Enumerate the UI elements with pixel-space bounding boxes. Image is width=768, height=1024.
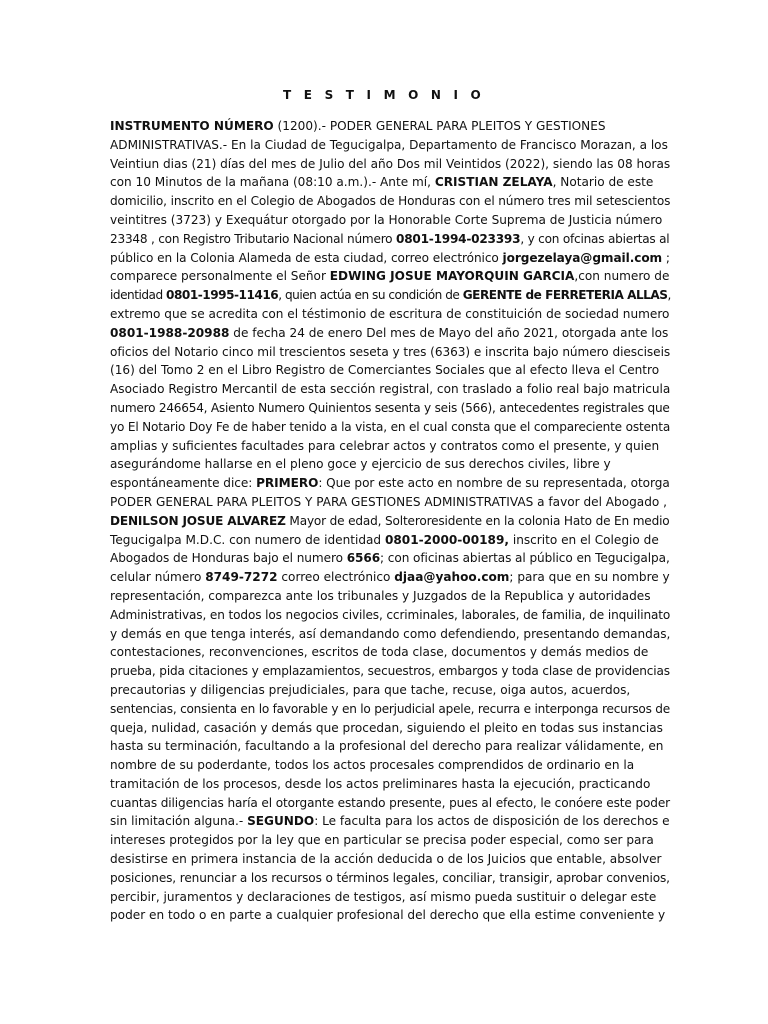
body-line [110, 455, 670, 474]
body-line [110, 700, 670, 719]
text-span: correo electrónico [277, 570, 395, 585]
text-span: nombre de su poderdante, todos los actos procesales comprendidos de ordinario en la [110, 758, 635, 773]
body-line [110, 812, 670, 831]
body-line [110, 531, 670, 550]
body-line [110, 230, 670, 249]
bold-text-span: djaa@yahoo.com [394, 570, 510, 585]
body-line [110, 831, 670, 850]
body-line [110, 493, 670, 512]
body-line [110, 136, 670, 155]
text-span: , quien actúa en su condición de [278, 288, 463, 303]
text-span: oficios del Notario cinco mil trescientos seseta y tres (6363) e inscrita bajo número diesciseis [110, 344, 671, 359]
body-line [110, 418, 670, 437]
text-span: extremo que se acredita con el téstimonio de escritura de constituición de sociedad numero [110, 306, 670, 321]
text-span: asegurándome hallarse en el pleno goce y ejercicio de sus derechos civiles, libre y [110, 457, 611, 472]
body-line [110, 906, 670, 925]
text-span: espontáneamente dice: [110, 476, 257, 491]
bold-text-span: 0801-1994-023393 [396, 231, 521, 246]
text-span: con 10 Minutos de la mañana (08:10 a.m.).- Ante mí, [110, 175, 435, 190]
body-line [110, 549, 670, 568]
bold-text-span: jorgezelaya@gmail.com [502, 250, 663, 265]
body-line [110, 437, 670, 456]
body-line [110, 512, 670, 531]
text-span: tramitación de los procesos, desde los actos preliminares hasta la ejecución, practicando [110, 776, 651, 791]
text-span: queja, nulidad, casación y demás que procedan, siguiendo el pleito en todas sus instancias [110, 720, 663, 735]
body-line [110, 794, 670, 813]
body-line [110, 888, 670, 907]
document-title: T E S T I M O N I O [283, 88, 485, 102]
text-span: Asociado Registro Mercantil de esta sección registral, con traslado a folio real bajo matricula [110, 382, 671, 397]
body-line [110, 380, 670, 399]
text-span: Abogados de Honduras bajo el numero [110, 551, 347, 566]
body-line [110, 587, 670, 606]
body-line [110, 756, 670, 775]
text-span: Mayor de edad, Solteroresidente en la colonia Hato de En medio [285, 513, 670, 528]
text-span: poder en todo o en parte a cualquier profesional del derecho que ella estime conveniente y [110, 908, 666, 923]
text-span: veintitres (3723) y Exequátur otorgado por la Honorable Corte Suprema de Justicia número [110, 212, 663, 227]
text-span: inscrito en el Colegio de [508, 532, 659, 547]
text-span: percibir, juramentos y declaraciones de testigos, así mismo pueda sustituir o delegar este [110, 889, 657, 904]
body-line [110, 361, 670, 380]
text-span: ; [662, 250, 670, 265]
body-line [110, 681, 670, 700]
body-line [110, 737, 670, 756]
body-line [110, 286, 670, 305]
document-body [110, 117, 670, 925]
text-span: PODER GENERAL PARA PLEITOS Y PARA GESTIONES ADMINISTRATIVAS a favor del Abogado , [110, 494, 667, 509]
text-span: representación, comparezca ante los tribunales y Juzgados de la Republica y autoridades [110, 588, 651, 603]
body-line [110, 249, 670, 268]
text-span: yo El Notario Doy Fe de haber tenido a la vista, en el cual consta que el compareciente ostenta [110, 419, 671, 434]
body-line [110, 173, 670, 192]
body-line [110, 869, 670, 888]
body-line [110, 625, 670, 644]
bold-text-span: EDWING JOSUE MAYORQUIN GARCIA [329, 269, 575, 284]
text-span: posiciones, renunciar a los recursos o términos legales, conciliar, transigir, aprobar convenios, [110, 870, 670, 885]
body-line [110, 850, 670, 869]
text-span: , [667, 288, 671, 303]
bold-text-span: CRISTIAN ZELAYA [434, 175, 553, 190]
text-span: ; para que en su nombre y [509, 570, 670, 585]
body-line [110, 606, 670, 625]
body-line [110, 324, 670, 343]
text-span: sentencias, consienta en lo favorable y en lo perjudicial apele, recurra e interponga recursos de [110, 701, 670, 716]
bold-text-span: 0801-1988-20988 [110, 325, 230, 340]
text-span: precautorias y diligencias prejudiciales, para que tache, recuse, oiga autos, acuerdos, [110, 682, 631, 697]
text-span: : Le faculta para los actos de disposición de los derechos e [314, 814, 670, 829]
text-span: público en la Colonia Alameda de esta ciudad, correo electrónico [110, 250, 503, 265]
text-span: celular número [110, 570, 206, 585]
text-span: ADMINISTRATIVAS.- En la Ciudad de Tegucigalpa, Departamento de Francisco Morazan, a los [110, 137, 668, 152]
body-line [110, 643, 670, 662]
body-line [110, 305, 670, 324]
body-line [110, 568, 670, 587]
bold-text-span: GERENTE de FERRETERIA ALLAS [462, 288, 668, 303]
text-span: 23348 , con Registro Tributario Nacional número [110, 231, 396, 246]
text-span: Administrativas, en todos los negocios civiles, ccriminales, laborales, de familia, de inquilinato [110, 607, 671, 622]
bold-text-span: 8749-7272 [205, 570, 278, 585]
text-span: contestaciones, reconvenciones, escritos de toda clase, documentos y demás medios de [110, 645, 649, 660]
text-span: ,con numero de [574, 269, 670, 284]
text-span: , y con ofcinas abiertas al [520, 231, 670, 246]
text-span: intereses protegidos por la ley que en particular se precisa poder especial, como ser para [110, 833, 654, 848]
text-span: amplias y suficientes facultades para celebrar actos y contratos como el presente, y quien [110, 438, 660, 453]
body-line [110, 662, 670, 681]
text-span: identidad [110, 288, 167, 303]
bold-text-span: SEGUNDO [247, 814, 315, 829]
text-span: Tegucigalpa M.D.C. con numero de identidad [110, 532, 385, 547]
bold-text-span: 0801-1995-11416 [166, 288, 279, 303]
text-span: prueba, pida citaciones y emplazamientos, secuestros, embargos y toda clase de providencias [110, 664, 670, 679]
bold-text-span: INSTRUMENTO NÚMERO [110, 119, 274, 133]
body-line [110, 267, 670, 286]
body-line [110, 211, 670, 230]
text-span: ; con oficinas abiertas al público en Tegucigalpa, [380, 551, 670, 566]
text-span: domicilio, inscrito en el Colegio de Abogados de Honduras con el número tres mil setescientos [110, 194, 671, 209]
text-span: , Notario de este [552, 175, 654, 190]
text-span: Veintiun dias (21) días del mes de Julio del año Dos mil Veintidos (2022), siendo las 08 horas [110, 156, 671, 171]
text-span: y demás en que tenga interés, así demandando como defendiendo, presentando demandas, [110, 626, 671, 641]
text-span: hasta su terminación, facultando a la profesional del derecho para realizar válidamente, en [110, 739, 664, 754]
bold-text-span: 6566 [346, 551, 381, 566]
text-span: cuantas diligencias haría el otorgante estando presente, pues al efecto, le conóere este poder [110, 795, 671, 810]
text-span: de fecha 24 de enero Del mes de Mayo del año 2021, otorgada ante los [229, 325, 669, 340]
body-line [110, 155, 670, 174]
body-line [110, 117, 670, 136]
text-span: desistirse en primera instancia de la acción deducida o de los Juicios que entable, absolver [110, 852, 662, 867]
bold-text-span: 0801-2000-00189, [384, 532, 509, 547]
text-span: (1200).- PODER GENERAL PARA PLEITOS Y GESTIONES [273, 119, 606, 133]
text-span: comparece personalmente el Señor [110, 269, 330, 284]
text-span: numero 246654, Asiento Numero Quinientos sesenta y seis (566), antecedentes registrales que [110, 400, 670, 415]
body-line [110, 775, 670, 794]
text-span: (16) del Tomo 2 en el Libro Registro de Comerciantes Sociales que al efecto lleva el Centro [110, 363, 660, 378]
body-line [110, 192, 670, 211]
body-line [110, 343, 670, 362]
body-line [110, 474, 670, 493]
bold-text-span: DENILSON JOSUE ALVAREZ [110, 513, 286, 528]
text-span: sin limitación alguna.- [110, 814, 248, 829]
body-line [110, 719, 670, 738]
text-span: : Que por este acto en nombre de su representada, otorga [318, 476, 670, 491]
body-line [110, 399, 670, 418]
bold-text-span: PRIMERO [256, 476, 319, 491]
